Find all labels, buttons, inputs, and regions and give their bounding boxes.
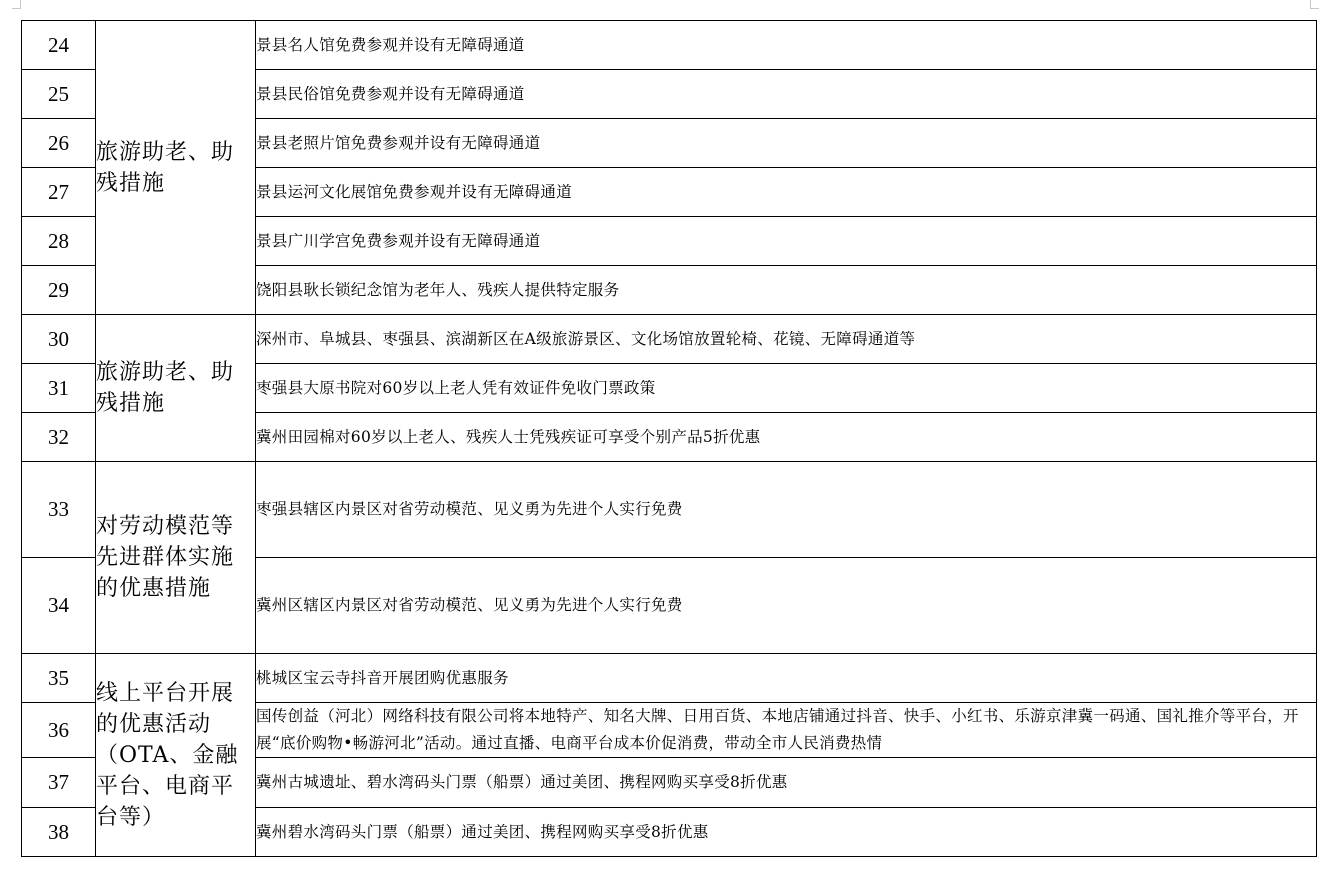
page-corner-mark: [12, 0, 21, 9]
measure-description: 饶阳县耿长锁纪念馆为老年人、残疾人提供特定服务: [256, 266, 1317, 315]
row-number: 27: [22, 168, 96, 217]
row-number: 36: [22, 703, 96, 758]
measure-description: 冀州区辖区内景区对省劳动模范、见义勇为先进个人实行免费: [256, 558, 1317, 654]
row-number: 26: [22, 119, 96, 168]
category-cell: 对劳动模范等先进群体实施的优惠措施: [96, 462, 256, 654]
row-number: 28: [22, 217, 96, 266]
measure-description: 景县运河文化展馆免费参观并设有无障碍通道: [256, 168, 1317, 217]
row-number: 38: [22, 808, 96, 857]
measure-description: 景县老照片馆免费参观并设有无障碍通道: [256, 119, 1317, 168]
measure-description: 冀州古城遗址、碧水湾码头门票（船票）通过美团、携程网购买享受8折优惠: [256, 758, 1317, 808]
row-number: 29: [22, 266, 96, 315]
measures-table: [21, 20, 1317, 857]
row-number: 35: [22, 654, 96, 703]
category-cell: 线上平台开展的优惠活动（OTA、金融平台、电商平台等）: [96, 654, 256, 857]
measure-description: 景县广川学宫免费参观并设有无障碍通道: [256, 217, 1317, 266]
measure-description: 冀州田园棉对60岁以上老人、残疾人士凭残疾证可享受个别产品5折优惠: [256, 413, 1317, 462]
measure-description: 国传创益（河北）网络科技有限公司将本地特产、知名大牌、日用百货、本地店铺通过抖音、快手、小红书、乐游京津冀一码通、国礼推介等平台，开展“底价购物•畅游河北”活动。通过直播、电商平台成本价促消费，带动全市人民消费热情: [256, 703, 1317, 758]
page-corner-mark: [1310, 0, 1319, 9]
measure-description: 枣强县辖区内景区对省劳动模范、见义勇为先进个人实行免费: [256, 462, 1317, 558]
category-cell: 旅游助老、助残措施: [96, 315, 256, 462]
row-number: 37: [22, 758, 96, 808]
table-row: [22, 654, 1317, 703]
row-number: 32: [22, 413, 96, 462]
row-number: 31: [22, 364, 96, 413]
measure-description: 深州市、阜城县、枣强县、滨湖新区在A级旅游景区、文化场馆放置轮椅、花镜、无障碍通道等: [256, 315, 1317, 364]
table-row: [22, 315, 1317, 364]
row-number: 25: [22, 70, 96, 119]
category-cell: 旅游助老、助残措施: [96, 21, 256, 315]
measure-description: 枣强县大原书院对60岁以上老人凭有效证件免收门票政策: [256, 364, 1317, 413]
measure-description: 桃城区宝云寺抖音开展团购优惠服务: [256, 654, 1317, 703]
measure-description: 冀州碧水湾码头门票（船票）通过美团、携程网购买享受8折优惠: [256, 808, 1317, 857]
row-number: 30: [22, 315, 96, 364]
table-row: [22, 21, 1317, 70]
row-number: 33: [22, 462, 96, 558]
measure-description: 景县民俗馆免费参观并设有无障碍通道: [256, 70, 1317, 119]
measure-description: 景县名人馆免费参观并设有无障碍通道: [256, 21, 1317, 70]
table-row: [22, 462, 1317, 558]
row-number: 24: [22, 21, 96, 70]
row-number: 34: [22, 558, 96, 654]
